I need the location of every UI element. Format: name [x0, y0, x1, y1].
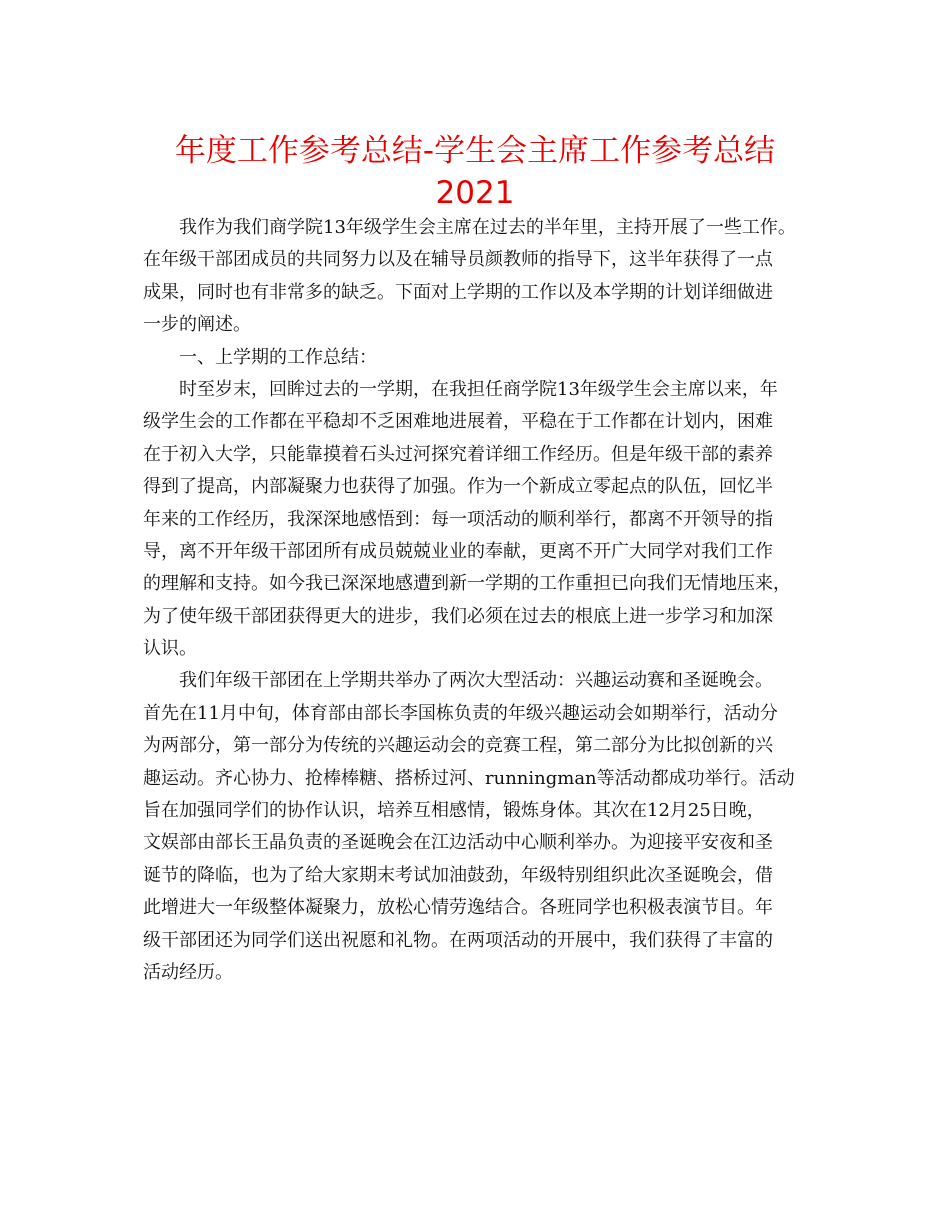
paragraph-line: 诞节的降临，也为了给大家期末考试加油鼓劲，年级特别组织此次圣诞晚会，借: [143, 864, 773, 886]
paragraph-line: 文娱部由部长王晶负责的圣诞晚会在江边活动中心顺利举办。为迎接平安夜和圣: [143, 832, 773, 854]
document-body: [143, 212, 823, 989]
paragraph-line: 趣运动。齐心协力、抢棒棒糖、搭桥过河、runningman等活动都成功举行。活动: [143, 767, 795, 789]
paragraph-line: 我们年级干部团在上学期共举办了两次大型活动：兴趣运动赛和圣诞晚会。: [179, 670, 773, 692]
paragraph-line: 年来的工作经历，我深深地感悟到：每一项活动的顺利举行，都离不开领导的指: [143, 508, 773, 530]
paragraph-line: 活动经历。: [143, 961, 233, 983]
paragraph-line: 首先在11月中旬，体育部由部长李国栋负责的年级兴趣运动会如期举行，活动分: [143, 702, 778, 724]
paragraph-line: 在于初入大学，只能靠摸着石头过河探究着详细工作经历。但是年级干部的素养: [143, 443, 773, 465]
paragraph-line: 为了使年级干部团获得更大的进步，我们必须在过去的根底上进一步学习和加深: [143, 605, 773, 627]
paragraph-line: 认识。: [143, 638, 197, 660]
paragraph-line: 导，离不开年级干部团所有成员兢兢业业的奉献，更离不开广大同学对我们工作: [143, 540, 773, 562]
paragraph-line: 一步的阐述。: [143, 314, 251, 336]
paragraph-line: 旨在加强同学们的协作认识，培养互相感情，锻炼身体。其次在12月25日晚，: [143, 800, 765, 822]
paragraph-line: 级干部团还为同学们送出祝愿和礼物。在两项活动的开展中，我们获得了丰富的: [143, 929, 773, 951]
paragraph-line: 时至岁末，回眸过去的一学期，在我担任商学院13年级学生会主席以来，年: [179, 378, 778, 400]
paragraph-line: 在年级干部团成员的共同努力以及在辅导员颜教师的指导下，这半年获得了一点: [143, 249, 773, 271]
paragraph-line: 为两部分，第一部分为传统的兴趣运动会的竞赛工程，第二部分为比拟创新的兴: [143, 735, 773, 757]
document-title-line-2: 2021: [435, 175, 515, 211]
paragraph-line: 得到了提高，内部凝聚力也获得了加强。作为一个新成立零起点的队伍，回忆半: [143, 476, 773, 498]
document-title-line-1: 年度工作参考总结-学生会主席工作参考总结: [174, 133, 776, 169]
paragraph-line: 的理解和支持。如今我已深深地感遭到新一学期的工作重担已向我们无情地压来，: [143, 573, 791, 595]
paragraph-line: 成果，同时也有非常多的缺乏。下面对上学期的工作以及本学期的计划详细做进: [143, 281, 773, 303]
paragraph-line: 级学生会的工作都在平稳却不乏困难地进展着，平稳在于工作都在计划内，困难: [143, 411, 773, 433]
section-heading: 一、上学期的工作总结：: [179, 346, 377, 368]
paragraph-line: 此增进大一年级整体凝聚力，放松心情劳逸结合。各班同学也积极表演节目。年: [143, 897, 773, 919]
paragraph-line: 我作为我们商学院13年级学生会主席在过去的半年里，主持开展了一些工作。: [179, 217, 796, 238]
